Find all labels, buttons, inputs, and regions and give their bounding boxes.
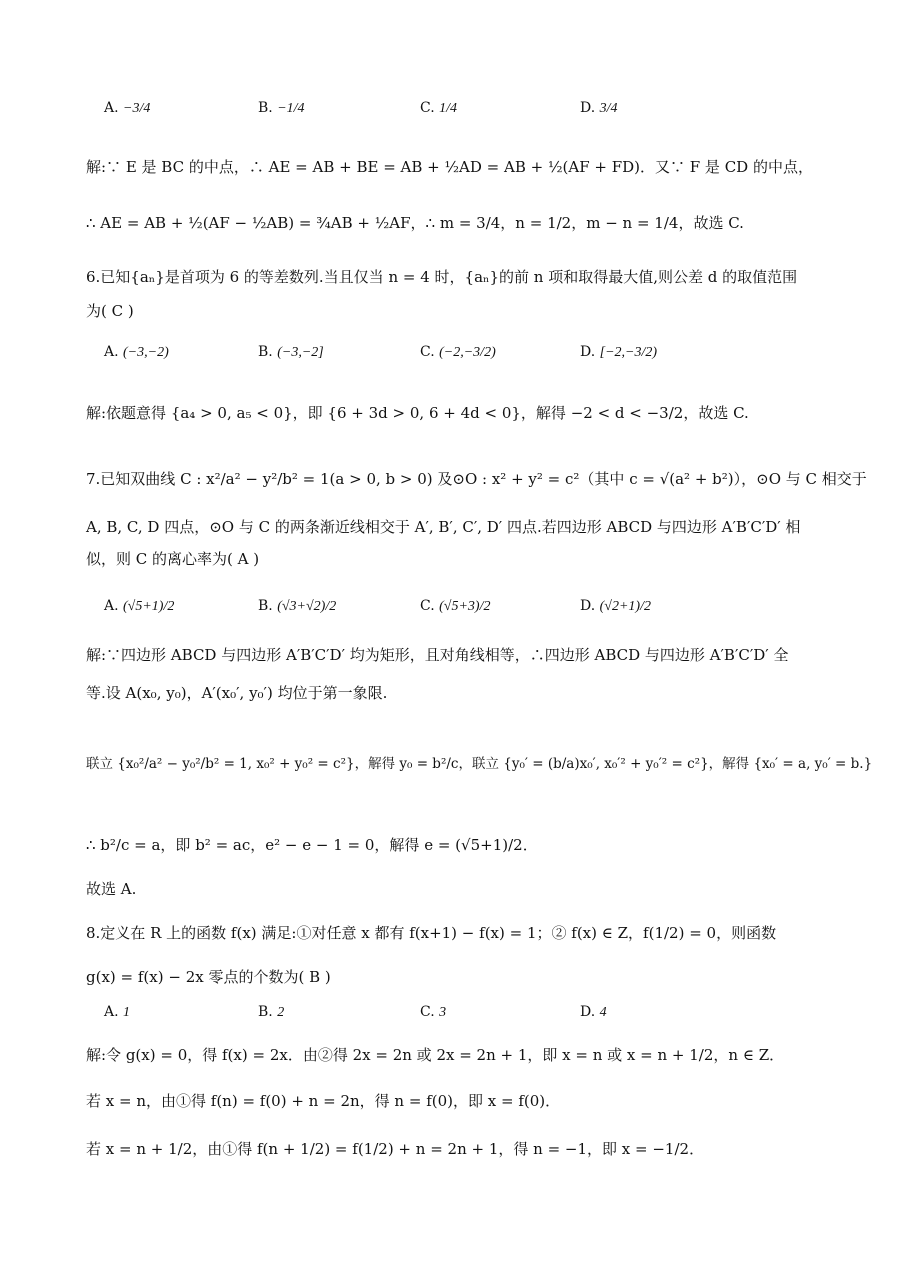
q8-option-d xyxy=(580,1004,607,1021)
option-label: B. xyxy=(258,100,273,116)
option-value: (√5+3)/2 xyxy=(439,599,491,614)
option-label: D. xyxy=(580,100,596,116)
q8-solution-line-2: 若 x = n，由①得 f(n) = f(0) + n = 2n，得 n = f(0)，即 x = f(0)． xyxy=(86,1092,561,1110)
q8-option-c xyxy=(420,1004,446,1021)
q5-solution-line-1: 解:∵ E 是 BC 的中点，∴ AE = AB + BE = AB + ½AD = AB + ½(AF + FD)．又∵ F 是 CD 的中点， xyxy=(86,158,813,176)
q6-option-a xyxy=(104,344,169,361)
q6-solution: 解:依题意得 {a₄ > 0, a₅ < 0}，即 {6 + 3d > 0, 6 + 4d < 0}，解得 −2 < d < −3/2，故选 C. xyxy=(86,404,749,422)
q5-option-b xyxy=(258,100,305,117)
q5-solution-line-2: ∴ AE = AB + ½(AF − ½AB) = ¾AB + ½AF，∴ m = 3/4，n = 1/2，m − n = 1/4，故选 C. xyxy=(86,214,744,232)
q8-option-a xyxy=(104,1004,130,1021)
option-value: 2 xyxy=(277,1005,285,1020)
option-value: (√2+1)/2 xyxy=(599,599,651,614)
option-label: B. xyxy=(258,598,273,614)
q6-stem-line-1: 6.已知{aₙ}是首项为 6 的等差数列.当且仅当 n = 4 时，{aₙ}的前 n 项和取得最大值,则公差 d 的取值范围 xyxy=(86,268,798,286)
q7-solution-line-2: 等.设 A(x₀, y₀)，A′(x₀′, y₀′) 均位于第一象限. xyxy=(86,684,388,702)
q7-solution-line-1: 解:∵四边形 ABCD 与四边形 A′B′C′D′ 均为矩形，且对角线相等，∴四边形 ABCD 与四边形 A′B′C′D′ 全 xyxy=(86,646,789,664)
option-value: (√5+1)/2 xyxy=(123,599,175,614)
q5-option-a xyxy=(104,100,150,117)
option-label: A. xyxy=(104,344,119,360)
q7-option-d xyxy=(580,598,651,615)
q8-solution-line-3: 若 x = n + 1/2，由①得 f(n + 1/2) = f(1/2) + n = 2n + 1，得 n = −1，即 x = −1/2． xyxy=(86,1140,705,1158)
q7-option-a xyxy=(104,598,174,615)
option-label: D. xyxy=(580,598,596,614)
q7-solution-line-4: ∴ b²/c = a，即 b² = ac，e² − e − 1 = 0，解得 e = (√5+1)/2． xyxy=(86,836,538,854)
option-label: C. xyxy=(420,1004,435,1020)
q7-stem-line-1: 7.已知双曲线 C : x²/a² − y²/b² = 1(a > 0, b > 0) 及⊙O : x² + y² = c²（其中 c = √(a² + b²)），⊙O 与 C 相交于 xyxy=(86,470,867,488)
option-label: A. xyxy=(104,598,119,614)
q7-solution-line-3: 联立 {x₀²/a² − y₀²/b² = 1, x₀² + y₀² = c²}，解得 y₀ = b²/c，联立 {y₀′ = (b/a)x₀′, x₀′² + y₀′² = c²}，解得 {x₀′ = a, y₀′ = b.} xyxy=(86,756,873,772)
q8-solution-line-1: 解:令 g(x) = 0，得 f(x) = 2x．由②得 2x = 2n 或 2x = 2n + 1，即 x = n 或 x = n + 1/2，n ∈ Z． xyxy=(86,1046,785,1064)
option-value: −1/4 xyxy=(277,101,305,116)
option-label: D. xyxy=(580,344,596,360)
option-value: 4 xyxy=(599,1005,607,1020)
option-label: A. xyxy=(104,100,119,116)
q8-stem-line-1: 8.定义在 R 上的函数 f(x) 满足:①对任意 x 都有 f(x+1) − f(x) = 1；② f(x) ∈ Z，f(1/2) = 0，则函数 xyxy=(86,924,777,942)
q7-solution-line-5: 故选 A. xyxy=(86,880,137,898)
q6-option-c xyxy=(420,344,496,361)
q7-option-c xyxy=(420,598,490,615)
q7-stem-line-2: A, B, C, D 四点，⊙O 与 C 的两条渐近线相交于 A′, B′, C′, D′ 四点.若四边形 ABCD 与四边形 A′B′C′D′ 相 xyxy=(86,518,801,536)
option-label: B. xyxy=(258,1004,273,1020)
option-label: B. xyxy=(258,344,273,360)
q6-option-d xyxy=(580,344,657,361)
q6-option-b xyxy=(258,344,324,361)
option-label: D. xyxy=(580,1004,596,1020)
option-label: C. xyxy=(420,598,435,614)
option-value: 3 xyxy=(439,1005,447,1020)
option-value: (√3+√2)/2 xyxy=(277,599,337,614)
option-value: [−2,−3/2) xyxy=(599,345,658,360)
option-value: 1 xyxy=(123,1005,131,1020)
option-value: (−3,−2] xyxy=(277,345,324,360)
option-label: C. xyxy=(420,344,435,360)
q5-option-d xyxy=(580,100,618,117)
q7-option-b xyxy=(258,598,336,615)
q6-stem-line-2: 为( C ) xyxy=(86,302,134,320)
option-value: (−3,−2) xyxy=(123,345,169,360)
q8-stem-line-2: g(x) = f(x) − 2x 零点的个数为( B ) xyxy=(86,968,331,986)
option-value: 1/4 xyxy=(439,101,458,116)
option-value: (−2,−3/2) xyxy=(439,345,496,360)
q7-stem-line-3: 似，则 C 的离心率为( A ) xyxy=(86,550,260,568)
option-label: A. xyxy=(104,1004,119,1020)
q8-option-b xyxy=(258,1004,284,1021)
option-value: −3/4 xyxy=(123,101,151,116)
q5-option-c xyxy=(420,100,457,117)
option-value: 3/4 xyxy=(599,101,618,116)
option-label: C. xyxy=(420,100,435,116)
